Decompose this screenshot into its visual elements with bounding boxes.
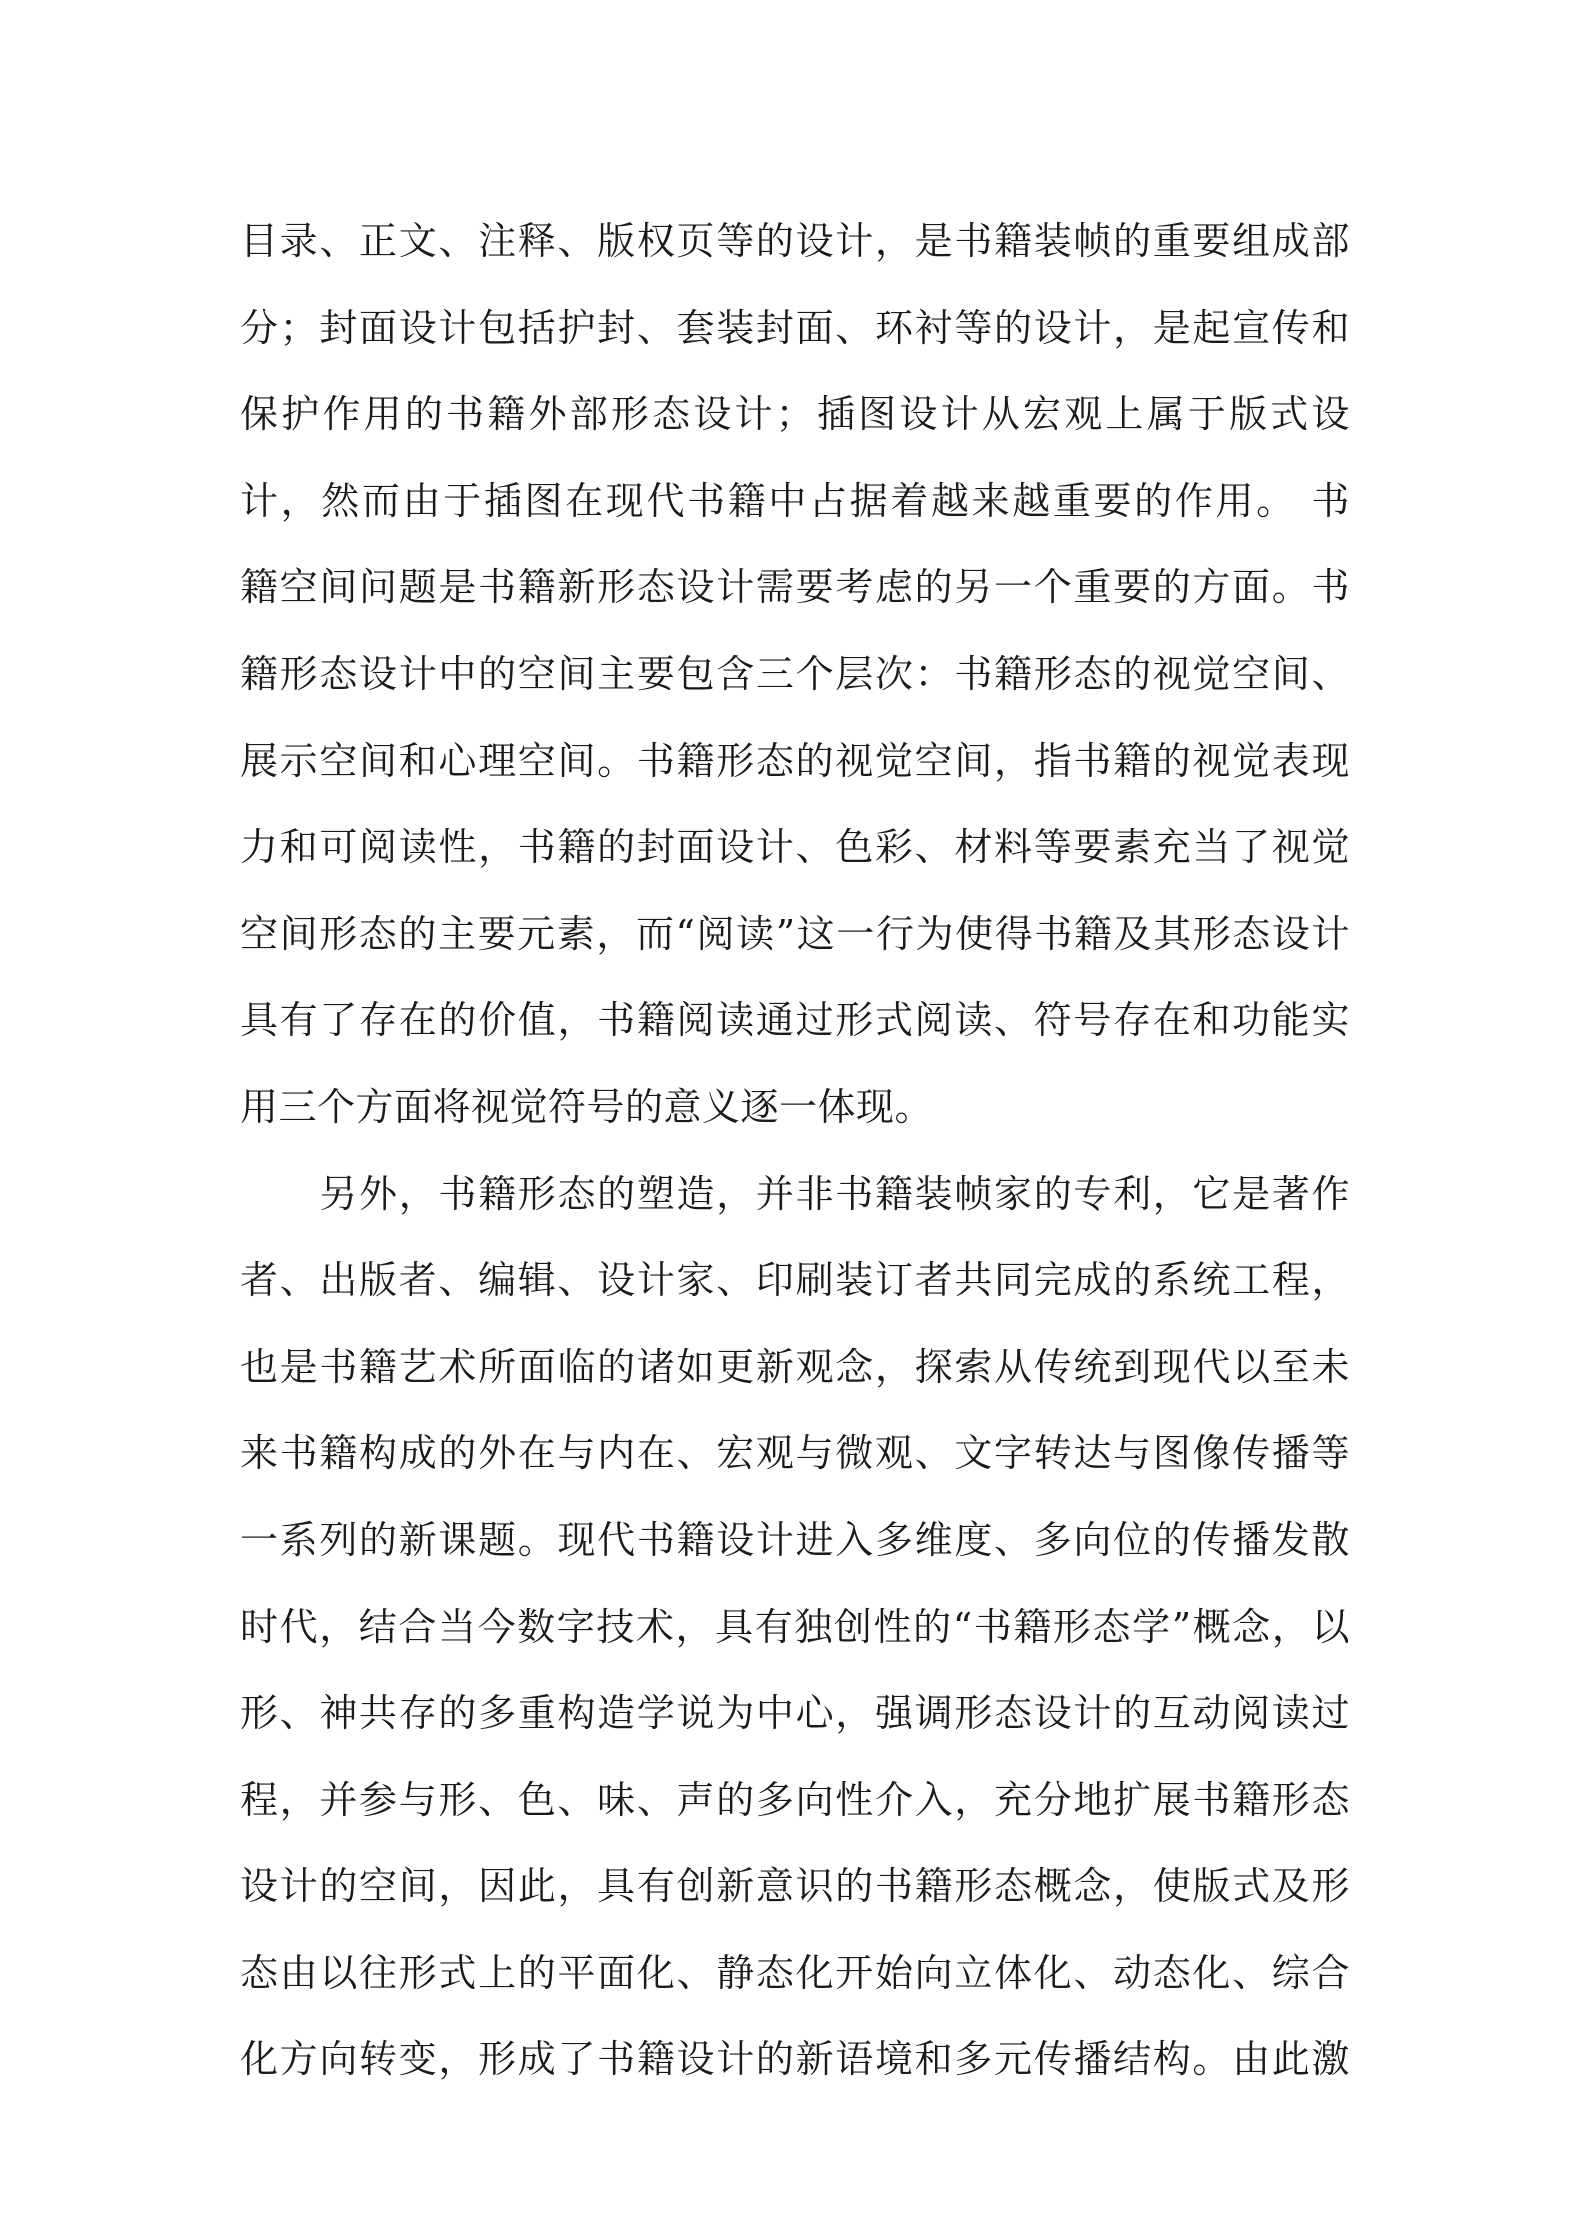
text-line: 保护作用的书籍外部形态设计；插图设计从宏观上属于版式设 <box>240 392 1350 437</box>
paragraph-2 <box>240 1151 1350 2104</box>
text-line: 另外，书籍形态的塑造，并非书籍装帧家的专利，它是著作 <box>240 1171 1350 1216</box>
text-line: 籍形态设计中的空间主要包含三个层次：书籍形态的视觉空间、 <box>240 651 1350 696</box>
text-line: 一系列的新课题。现代书籍设计进入多维度、多向位的传播发散 <box>240 1517 1350 1562</box>
text-line: 化方向转变，形成了书籍设计的新语境和多元传播结构。由此激 <box>240 2037 1350 2082</box>
text-line: 力和可阅读性，书籍的封面设计、色彩、材料等要素充当了视觉 <box>240 825 1350 870</box>
text-line: 设计的空间，因此，具有创新意识的书籍形态概念，使版式及形 <box>240 1864 1350 1909</box>
text-line: 展示空间和心理空间。书籍形态的视觉空间，指书籍的视觉表现 <box>240 738 1350 783</box>
text-line: 时代，结合当今数字技术，具有独创性的“书籍形态学”概念，以 <box>240 1604 1350 1649</box>
text-line: 用三个方面将视觉符号的意义逐一体现。 <box>240 1084 934 1129</box>
text-line: 程，并参与形、色、味、声的多向性介入，充分地扩展书籍形态 <box>240 1777 1350 1822</box>
text-line: 来书籍构成的外在与内在、宏观与微观、文字转达与图像传播等 <box>240 1431 1350 1476</box>
text-line: 籍空间问题是书籍新形态设计需要考虑的另一个重要的方面。书 <box>240 565 1350 610</box>
text-line: 形、神共存的多重构造学说为中心，强调形态设计的互动阅读过 <box>240 1691 1350 1736</box>
text-line: 目录、正文、注释、版权页等的设计，是书籍装帧的重要组成部 <box>240 219 1350 263</box>
text-line: 态由以往形式上的平面化、静态化开始向立体化、动态化、综合 <box>240 1950 1350 1995</box>
text-line: 具有了存在的价值，书籍阅读通过形式阅读、符号存在和功能实 <box>240 998 1350 1043</box>
text-line: 空间形态的主要元素，而“阅读”这一行为使得书籍及其形态设计 <box>240 911 1350 956</box>
text-line: 计，然而由于插图在现代书籍中占据着越来越重要的作用。 书 <box>240 478 1350 523</box>
body-text <box>240 198 1350 2103</box>
text-line: 分；封面设计包括护封、套装封面、环衬等的设计，是起宣传和 <box>240 305 1350 350</box>
text-line: 者、出版者、编辑、设计家、印刷装订者共同完成的系统工程， <box>240 1258 1350 1303</box>
paragraph-1 <box>240 198 1350 1151</box>
text-line: 也是书籍艺术所面临的诸如更新观念，探索从传统到现代以至未 <box>240 1344 1350 1389</box>
